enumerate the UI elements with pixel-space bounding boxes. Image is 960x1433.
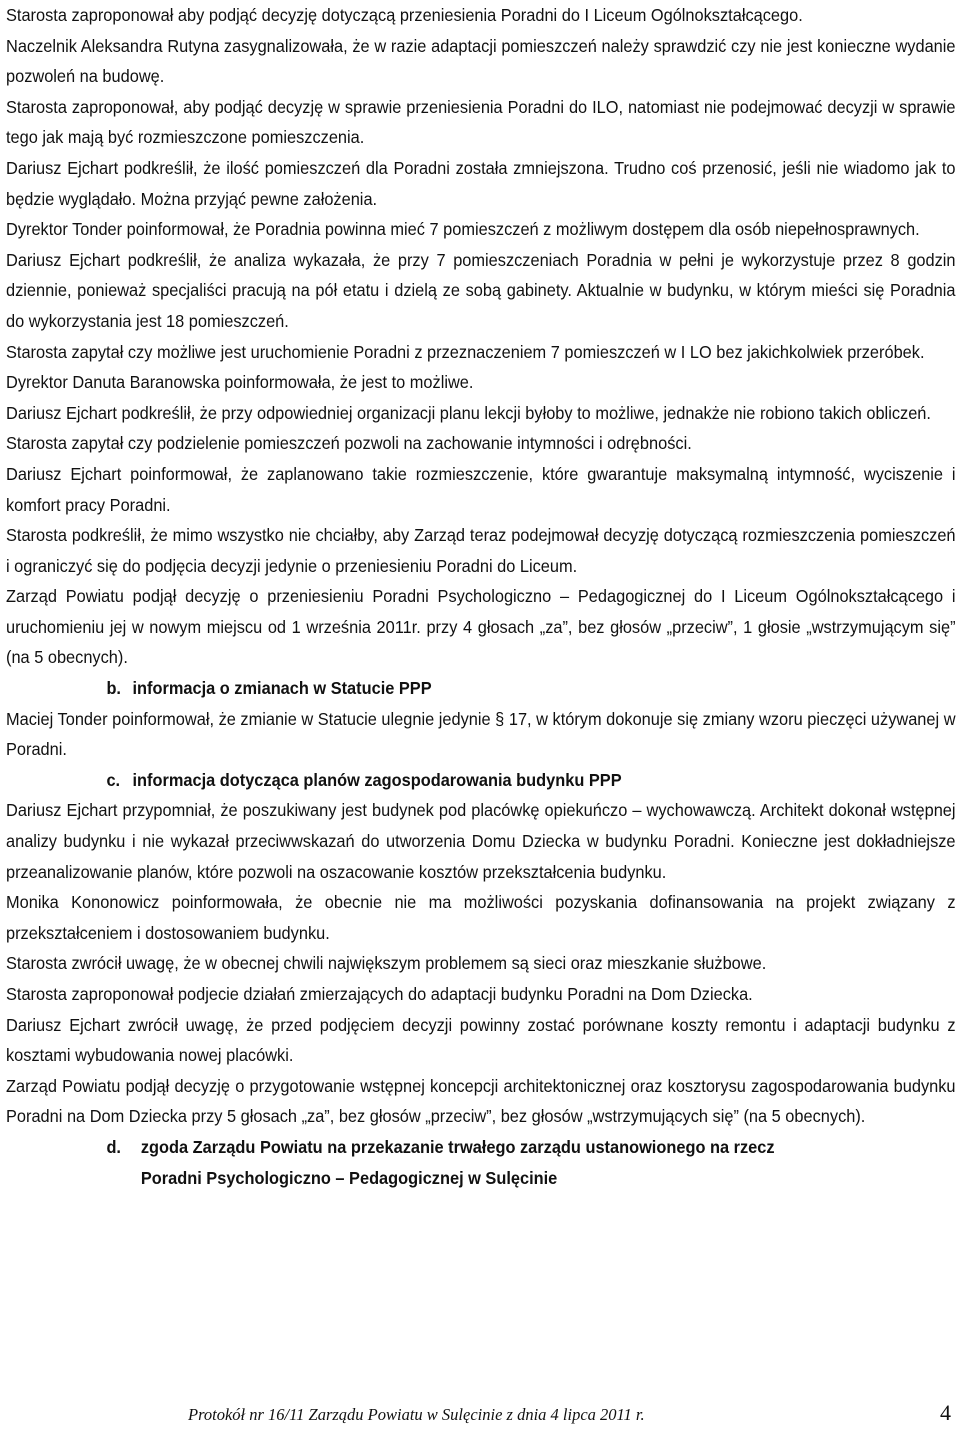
paragraph: Dyrektor Tonder poinformował, że Poradnia powinna mieć 7 pomieszczeń z możliwym dostępem dla osób niepełnosprawnych. [6,219,920,240]
section-label: c. [106,769,121,790]
document-body [6,0,956,1193]
paragraph: Dariusz Ejchart podkreślił, że przy odpowiedniej organizacji planu lekcji byłoby to możliwe, jednakże nie robiono takich obliczeń. [6,402,931,423]
paragraph: Starosta zaproponował aby podjąć decyzję dotyczącą przeniesienia Poradni do I Liceum Ogólnokształcącego. [6,5,803,25]
section-title-continued: Poradni Psychologiczno – Pedagogicznej w Sulęcinie [140,1167,558,1188]
paragraph: Dariusz Ejchart poinformował, że zaplanowano takie rozmieszczenie, które gwarantuje maksymalną intymność, wyciszenie i komfort pracy Poradni. [6,463,956,515]
paragraph: Dariusz Ejchart podkreślił, że ilość pomieszczeń dla Poradni została zmniejszona. Trudno coś przenosić, jeśli nie wiadomo jak to będzie wyglądało. Można przyjąć pewne założenia. [6,157,956,209]
section-label: d. [106,1136,121,1157]
paragraph: Zarząd Powiatu podjął decyzję o przeniesieniu Poradni Psychologiczno – Pedagogicznej do I Liceum Ogólnokształcącego i uruchomieniu jej w nowym miejscu od 1 września 2011r. przy 4 głosach „za”, bez głosów „przeciw”, 1 głosie „wstrzymującym się” (na 5 obecnych). [6,586,956,668]
section-heading-c [6,765,956,796]
paragraph: Starosta zapytał czy podzielenie pomieszczeń pozwoli na zachowanie intymności i odrębności. [6,433,692,454]
paragraph: Dyrektor Danuta Baranowska poinformowała, że jest to możliwe. [6,372,474,393]
section-title: informacja dotycząca planów zagospodarowania budynku PPP [132,769,622,790]
page-footer: Protokół nr 16/11 Zarządu Powiatu w Sulęcinie z dnia 4 lipca 2011 r. [188,1405,645,1424]
section-heading-b [6,673,956,704]
paragraph: Starosta zapytał czy możliwe jest uruchomienie Poradni z przeznaczeniem 7 pomieszczeń w I LO bez jakichkolwiek przeróbek. [6,341,925,362]
paragraph: Dariusz Ejchart przypomniał, że poszukiwany jest budynek pod placówkę opiekuńczo – wychowawczą. Architekt dokonał wstępnej analizy budynku i nie wykazał przeciwwskazań do utworzenia Domu Dziecka w budynku Poradni. Konieczne jest dokładniejsze przeanalizowanie planów, które pozwoli na oszacowanie kosztów przekształcenia budynku. [6,800,956,882]
paragraph: Starosta zaproponował podjecie działań zmierzających do adaptacji budynku Poradni na Dom Dziecka. [6,984,753,1004]
paragraph: Monika Kononowicz poinformowała, że obecnie nie ma możliwości pozyskania dofinansowania na projekt związany z przekształceniem i dostosowaniem budynku. [6,892,956,943]
paragraph: Zarząd Powiatu podjął decyzję o przygotowanie wstępnej koncepcji architektonicznej oraz kosztorysu zagospodarowania budynku Poradni na Dom Dziecka przy 5 głosach „za”, bez głosów „przeciw”, bez głosów „wstrzymujących się” (na 5 obecnych). [6,1075,956,1127]
paragraph: Starosta podkreślił, że mimo wszystko nie chciałby, aby Zarząd teraz podejmował decyzję dotyczącą rozmieszczenia pomieszczeń i ograniczyć się do podjęcia decyzji jedynie o przeniesieniu Poradni do Liceum. [6,525,956,576]
page-number: 4 [940,1400,951,1425]
section-title: informacja o zmianach w Statucie PPP [132,678,432,699]
paragraph: Dariusz Ejchart zwrócił uwagę, że przed podjęciem decyzji powinny zostać porównane koszty remontu i adaptacji budynku z kosztami wybudowania nowej placówki. [6,1014,956,1066]
paragraph: Starosta zwrócił uwagę, że w obecnej chwili największym problemem są sieci oraz mieszkanie służbowe. [6,953,767,974]
paragraph: Naczelnik Aleksandra Rutyna zasygnalizowała, że w razie adaptacji pomieszczeń należy sprawdzić czy nie jest konieczne wydanie pozwoleń na budowę. [6,35,956,87]
section-title: zgoda Zarządu Powiatu na przekazanie trwałego zarządu ustanowionego na rzecz [140,1136,775,1157]
section-label: b. [106,678,121,699]
document-page [6,0,956,1193]
paragraph: Starosta zaproponował, aby podjąć decyzję w sprawie przeniesienia Poradni do ILO, natomiast nie podejmować decyzji w sprawie tego jak mają być rozmieszczone pomieszczenia. [6,96,956,148]
paragraph: Dariusz Ejchart podkreślił, że analiza wykazała, że przy 7 pomieszczeniach Poradnia w pełni je wykorzystuje przez 8 godzin dziennie, ponieważ specjaliści pracują na pół etatu i dzielą ze sobą gabinety. Aktualnie w budynku, w którym mieści się Poradnia do wykorzystania jest 18 pomieszczeń. [6,249,956,331]
section-heading-d [6,1132,956,1193]
paragraph: Maciej Tonder poinformował, że zmianie w Statucie ulegnie jedynie § 17, w którym dokonuje się zmiany wzoru pieczęci używanej w Poradni. [6,708,956,760]
